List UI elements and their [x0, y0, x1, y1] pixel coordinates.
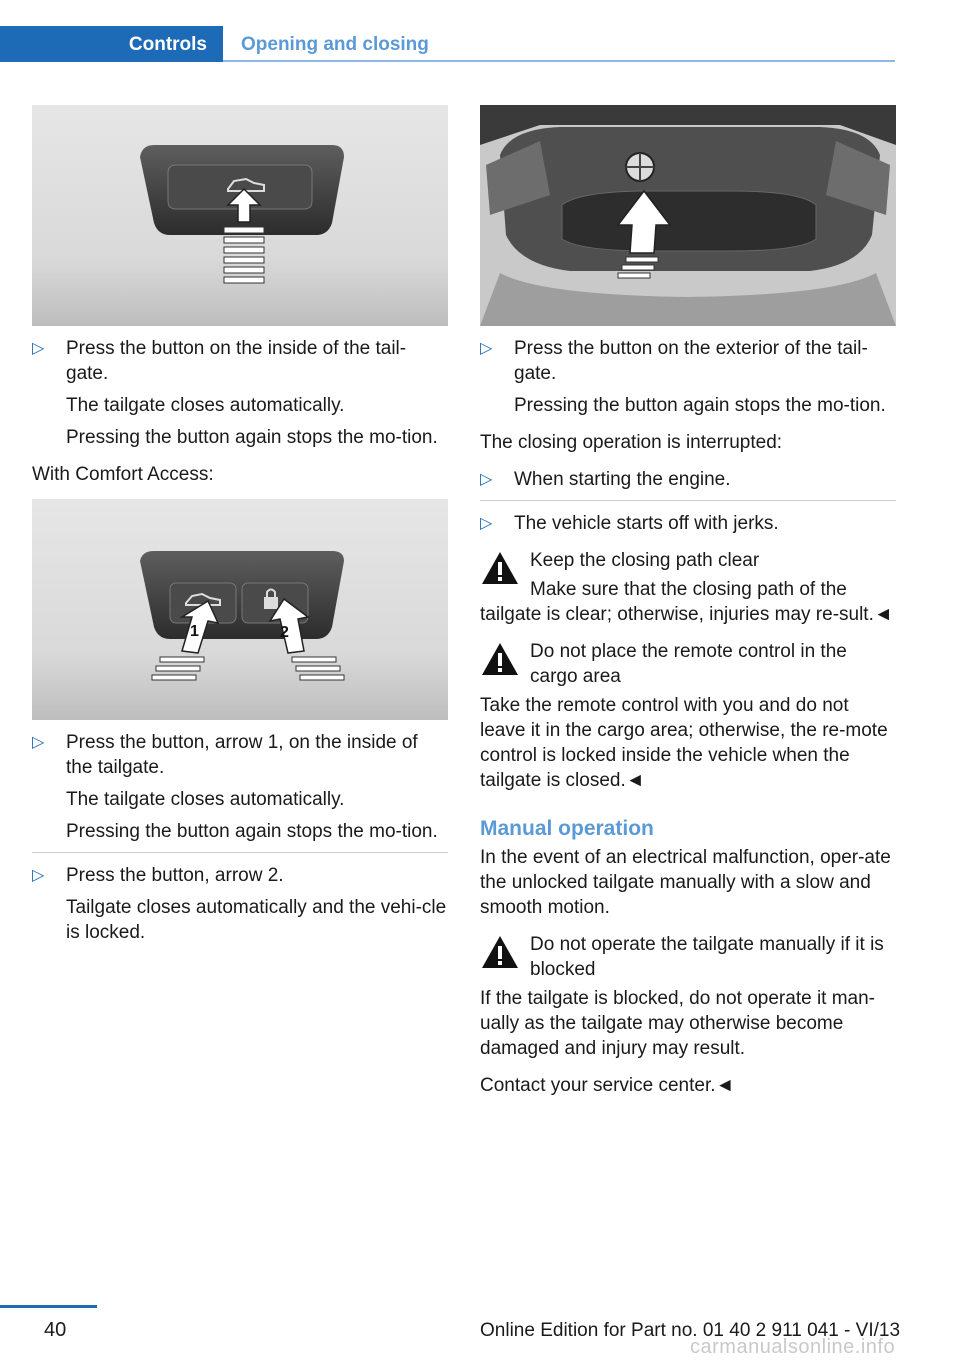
warning-triangle-icon [480, 641, 520, 677]
step-text: Pressing the button again stops the mo-tion. [66, 821, 438, 842]
tailgate-inside-button-photo [32, 105, 448, 326]
list-divider [32, 852, 448, 853]
warning-remote-control [480, 639, 896, 793]
manual-operation-text: In the event of an electrical malfunction, oper-ate the unlocked tailgate manually with a slow and smooth motion. [480, 847, 891, 918]
step-text: Press the button, arrow 1, on the inside of the tailgate. [66, 732, 418, 778]
step-text: When starting the engine. [514, 469, 731, 490]
warning-title: Do not operate the tailgate manually if it is blocked [530, 934, 884, 980]
step-text: The tailgate closes automatically. [66, 395, 345, 416]
step-text: Pressing the button again stops the mo-tion. [514, 395, 886, 416]
steps-comfort-access [32, 730, 448, 945]
edition-note: Online Edition for Part no. 01 40 2 911 041 - VI/13 [480, 1320, 901, 1341]
step-text: The vehicle starts off with jerks. [514, 513, 779, 534]
step-text: The tailgate closes automatically. [66, 789, 345, 810]
list-item [480, 511, 896, 536]
list-item [480, 336, 896, 418]
right-column [480, 105, 896, 1110]
step-text: Press the button on the exterior of the tail-gate. [514, 338, 868, 384]
triangle-bullet-icon: ▷ [32, 867, 45, 884]
warning-triangle-icon [480, 934, 520, 970]
warning-title: Keep the closing path clear [530, 550, 760, 571]
warning-triangle-icon [480, 550, 520, 586]
warning-title: Do not place the remote control in the cargo area [530, 641, 847, 687]
warning-body: Take the remote control with you and do not leave it in the cargo area; otherwise, the re-mote control is locked inside the vehicle when the tailgate is closed.◄ [480, 695, 888, 791]
triangle-bullet-icon: ▷ [480, 515, 493, 532]
step-text: Press the button on the inside of the tail-gate. [66, 338, 407, 384]
list-item [32, 863, 448, 945]
arrow-2-label: 2 [280, 624, 289, 641]
watermark[interactable]: carmanualsonline.info [690, 1336, 896, 1358]
header-subsection-tab: Opening and closing [241, 33, 429, 55]
footer-rule [0, 1305, 97, 1308]
warning-tailgate-blocked [480, 932, 896, 1061]
page-number: 40 [44, 1319, 67, 1341]
triangle-bullet-icon: ▷ [480, 471, 493, 488]
triangle-bullet-icon: ▷ [32, 734, 45, 751]
warning-closing-path [480, 548, 896, 627]
tailgate-exterior-button-photo [480, 105, 896, 326]
warning-body: Make sure that the closing path of the tailgate is clear; otherwise, injuries may re-sult.◄ [480, 579, 893, 625]
steps-inside-button [32, 336, 448, 450]
list-item [480, 467, 896, 492]
comfort-access-buttons-photo [32, 499, 448, 720]
step-text: Pressing the button again stops the mo-tion. [66, 427, 438, 448]
triangle-bullet-icon: ▷ [480, 340, 493, 357]
triangle-bullet-icon: ▷ [32, 340, 45, 357]
step-text: Press the button, arrow 2. [66, 865, 284, 886]
list-item [32, 336, 448, 450]
list-divider [480, 500, 896, 501]
left-column [32, 105, 448, 951]
contact-service-text: Contact your service center.◄ [480, 1075, 735, 1096]
header-section-tab: Controls [0, 26, 223, 62]
interrupted-intro: The closing operation is interrupted: [480, 432, 783, 453]
warning-body: If the tailgate is blocked, do not operate it man-ually as the tailgate may otherwise become damaged and injury may result. [480, 988, 876, 1059]
arrow-1-label: 1 [190, 623, 199, 640]
comfort-access-label: With Comfort Access: [32, 464, 214, 485]
section-heading-manual-operation: Manual operation [480, 817, 654, 840]
list-item [32, 730, 448, 844]
interrupted-list [480, 467, 896, 536]
steps-exterior-button [480, 336, 896, 418]
step-text: Tailgate closes automatically and the vehi-cle is locked. [66, 897, 447, 943]
header-rule [223, 60, 895, 62]
